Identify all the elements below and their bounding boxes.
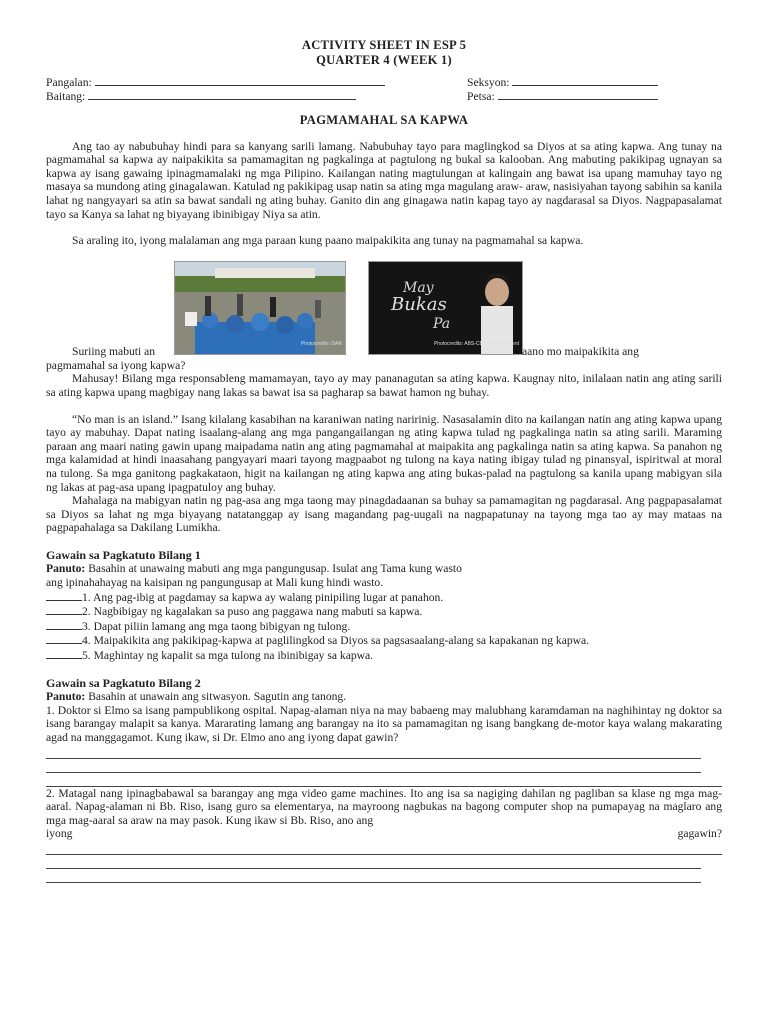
activity-1-item: 1. Ang pag-ibig at pagdamay sa kapwa ay walang pinipiling lugar at panahon. — [46, 590, 722, 605]
sheet-subtitle: QUARTER 4 (WEEK 1) — [316, 53, 452, 67]
answer-line-6[interactable] — [46, 869, 701, 883]
question-2: 2. Matagal nang ipinagbabawal sa barangay ang mga video game machines. Ito ang isa sa nagiging dahilan ng pagliban sa klase ng mga mag-aaral. Napag-alaman ni Bb. Riso, isang guro sa elementarya, na mayroong nagbukas na bagong computer shop na pumapayag na maglaro ang mga mag-aaral sa araw na may pasok. Kung ikaw si Bb. Riso, ano ang — [46, 786, 722, 827]
photo2-text-bukas: Bukas — [391, 293, 447, 315]
activity-1-item: 3. Dapat piliin lamang ang mga taong bibigyan ng tulong. — [46, 619, 722, 634]
answer-blank-4[interactable] — [46, 633, 82, 644]
photo2-text-pa: Pa — [433, 315, 451, 332]
photo1-caption: Photocredits: DAR — [300, 341, 342, 348]
grade-line — [88, 89, 356, 100]
answer-blank-3[interactable] — [46, 619, 82, 630]
answer-line-2[interactable] — [46, 759, 701, 773]
activity-1-item: 5. Maghintay ng kapalit sa mga tulong na ibinibigay sa kapwa. — [46, 648, 722, 663]
paragraph-3-continued: pagmamahal sa iyong kapwa? — [46, 358, 186, 372]
date-field[interactable] — [467, 89, 658, 104]
activity-2-heading: Gawain sa Pagkatuto Bilang 2 — [46, 675, 201, 690]
may-bukas-pa-photo — [368, 261, 523, 355]
sheet-title: ACTIVITY SHEET IN ESP 5 — [301, 38, 467, 52]
paragraph-4: Mahusay! Bilang mga responsableng mamamayan, tayo ay may pananagutan sa ating kapwa. Kaugnay nito, inilalaan natin ang ating sarili sa ating kapwa upang magbigay nang lakas sa bawat isa sa pagharap sa bawat hamon ng buhay. — [46, 372, 722, 399]
date-line — [498, 89, 658, 100]
activity-1-instruction-text: Basahin at unawaing mabuti ang mga pangungusap. Isulat ang Tama kung wasto — [85, 562, 462, 576]
answer-line-5[interactable] — [46, 855, 701, 869]
paragraph-3-row — [46, 345, 722, 359]
paragraph-5: “No man is an island.” Isang kilalang kasabihan na karaniwan nating naririnig. Nasasalamin dito na kailangan natin ang ating kapwa upang tayo ay mabuhay. Dapat nating isaalang-alang ang mga pangangailangan ng ating kapwa tulad ng pagkalinga natin sa ating sarili. Maraming paraan ang maari nating gawin upang maipadama natin ang ating pagmamahal at maipakita ang pagkalinga natin sa ating kapwa. Sa panahon ng mga kalamidad at hindi inaasahang pangyayari maari tayong magpaabot ng tulong na kaya nating ibigay tulad ng pinansyal, ispiritwal at moral na tulong. Sa mga ganitong pagkakataon, higit na kailangan ng ating kapwa ang ating bukas-palad na pagtulong sa kanila upang mabigyan sila ng lakas at pag-asa upang ipagpatuloy ang buhay. — [46, 412, 722, 494]
section-field[interactable] — [467, 75, 658, 90]
photo-row — [46, 261, 722, 353]
activity-2-instruction-text: Basahin at unawain ang sitwasyon. Sagutin ang tanong. — [85, 690, 347, 704]
section-label: Seksyon: — [467, 76, 510, 89]
paragraph-3-start: Suriing mabuti an — [72, 344, 156, 358]
answer-line-1[interactable] — [46, 745, 701, 759]
activity-1-item: 2. Nagbibigay ng kagalakan sa puso ang paggawa nang mabuti sa kapwa. — [46, 604, 722, 619]
name-label: Pangalan: — [46, 76, 92, 89]
question-1: 1. Doktor si Elmo sa isang pampublikong ospital. Napag-alaman niya na may babaeng may malubhang karamdaman na naghihintay ng doktor sa isang barangay malapit sa kanya. Mararating lamang ang barangay na ito sa pamamagitan ng isang bangkang de-motor kaya walang makarating agad na manggagamot. Kung ikaw, si Dr. Elmo ano ang iyong dapat gawin? — [46, 703, 722, 744]
section-line — [512, 75, 658, 86]
student-info-fields — [46, 75, 722, 105]
name-line — [95, 75, 385, 86]
date-label: Petsa: — [467, 90, 495, 103]
relief-distribution-photo — [174, 261, 346, 355]
photo2-caption: Photocredits: ABS-CBN Entertainment — [433, 341, 519, 348]
name-field[interactable] — [46, 75, 385, 90]
activity-1-instruction — [46, 562, 722, 576]
answer-line-3[interactable] — [46, 773, 722, 787]
answer-blank-2[interactable] — [46, 604, 82, 615]
photo2-text-may: May — [403, 279, 434, 296]
paragraph-6: Mahalaga na mabigyan natin ng pag-asa ang mga taong may pinagdadaanan sa buhay sa pamamagitan ng pagdarasal. Ang pagpapasalamat sa Diyos sa lahat ng mga biyayang natatanggap ay isang magandang pag-uugali na nagpapatunay na tayong mga tao ay may mataas na pagpapahalaga sa Dakilang Lumikha. — [46, 494, 722, 535]
answer-blank-5[interactable] — [46, 648, 82, 659]
question-2-last-right: gagawin? — [677, 827, 722, 841]
activity-sheet — [46, 38, 722, 883]
activity-1-heading: Gawain sa Pagkatuto Bilang 1 — [46, 547, 201, 562]
activity-1-instruction-label: Panuto: — [46, 562, 86, 576]
activity-2-instruction-label: Panuto: — [46, 690, 86, 704]
activity-1-instruction-2: ang ipinahahayag na kaisipan ng pangungusap at Mali kung hindi wasto. — [46, 576, 384, 590]
paragraph-3-end: aano mo maipakikita ang — [522, 344, 639, 358]
grade-field[interactable] — [46, 89, 356, 104]
question-2-last-line — [46, 827, 722, 841]
grade-label: Baitang: — [46, 90, 86, 103]
paragraph-1: Ang tao ay nabubuhay hindi para sa kanyang sarili lamang. Nabubuhay tayo para maglingkod sa Diyos at sa ating kapwa. Ang tunay na pagmamahal sa kapwa ay naipakikita sa pamamagitan ng pagkalinga at pagtulong ng bukal sa kalooban. Ang mabuting pakikipag ugnayan sa kapwa ay isang gawaing ipinagmamalaki ng mga Pilipino. Kailangan nating magtulungan at kalingain ang bawat isa upang mamuhay tayo ng masaya sa mundong ating ginagalawan. Katulad ng pakikipag usap natin sa ating mga magulang araw- araw, nasisiyahan tayong sabihin sa kanila lahat ng nangyayari sa atin sa bawat sandali ng ating buhay. Ganito din ang ginagawa natin kapag tayo ay nagdarasal sa Diyos. Nagpapasalamat tayo sa Kanya sa lahat ng biyayang ibinibigay Niya sa atin. — [46, 139, 722, 221]
activity-2-instruction — [46, 690, 722, 704]
lesson-title: PAGMAMAHAL SA KAPWA — [299, 113, 469, 127]
question-2-last-left: iyong — [46, 827, 73, 841]
activity-1-item: 4. Maipakikita ang pakikipag-kapwa at paglilingkod sa Diyos sa pagsasaalang-alang sa kapakanan ng kapwa. — [46, 633, 722, 648]
answer-line-4[interactable] — [46, 841, 722, 855]
answer-blank-1[interactable] — [46, 590, 82, 601]
paragraph-2: Sa araling ito, iyong malalaman ang mga paraan kung paano maipakikita ang tunay na pagmamahal sa kapwa. — [72, 234, 584, 248]
